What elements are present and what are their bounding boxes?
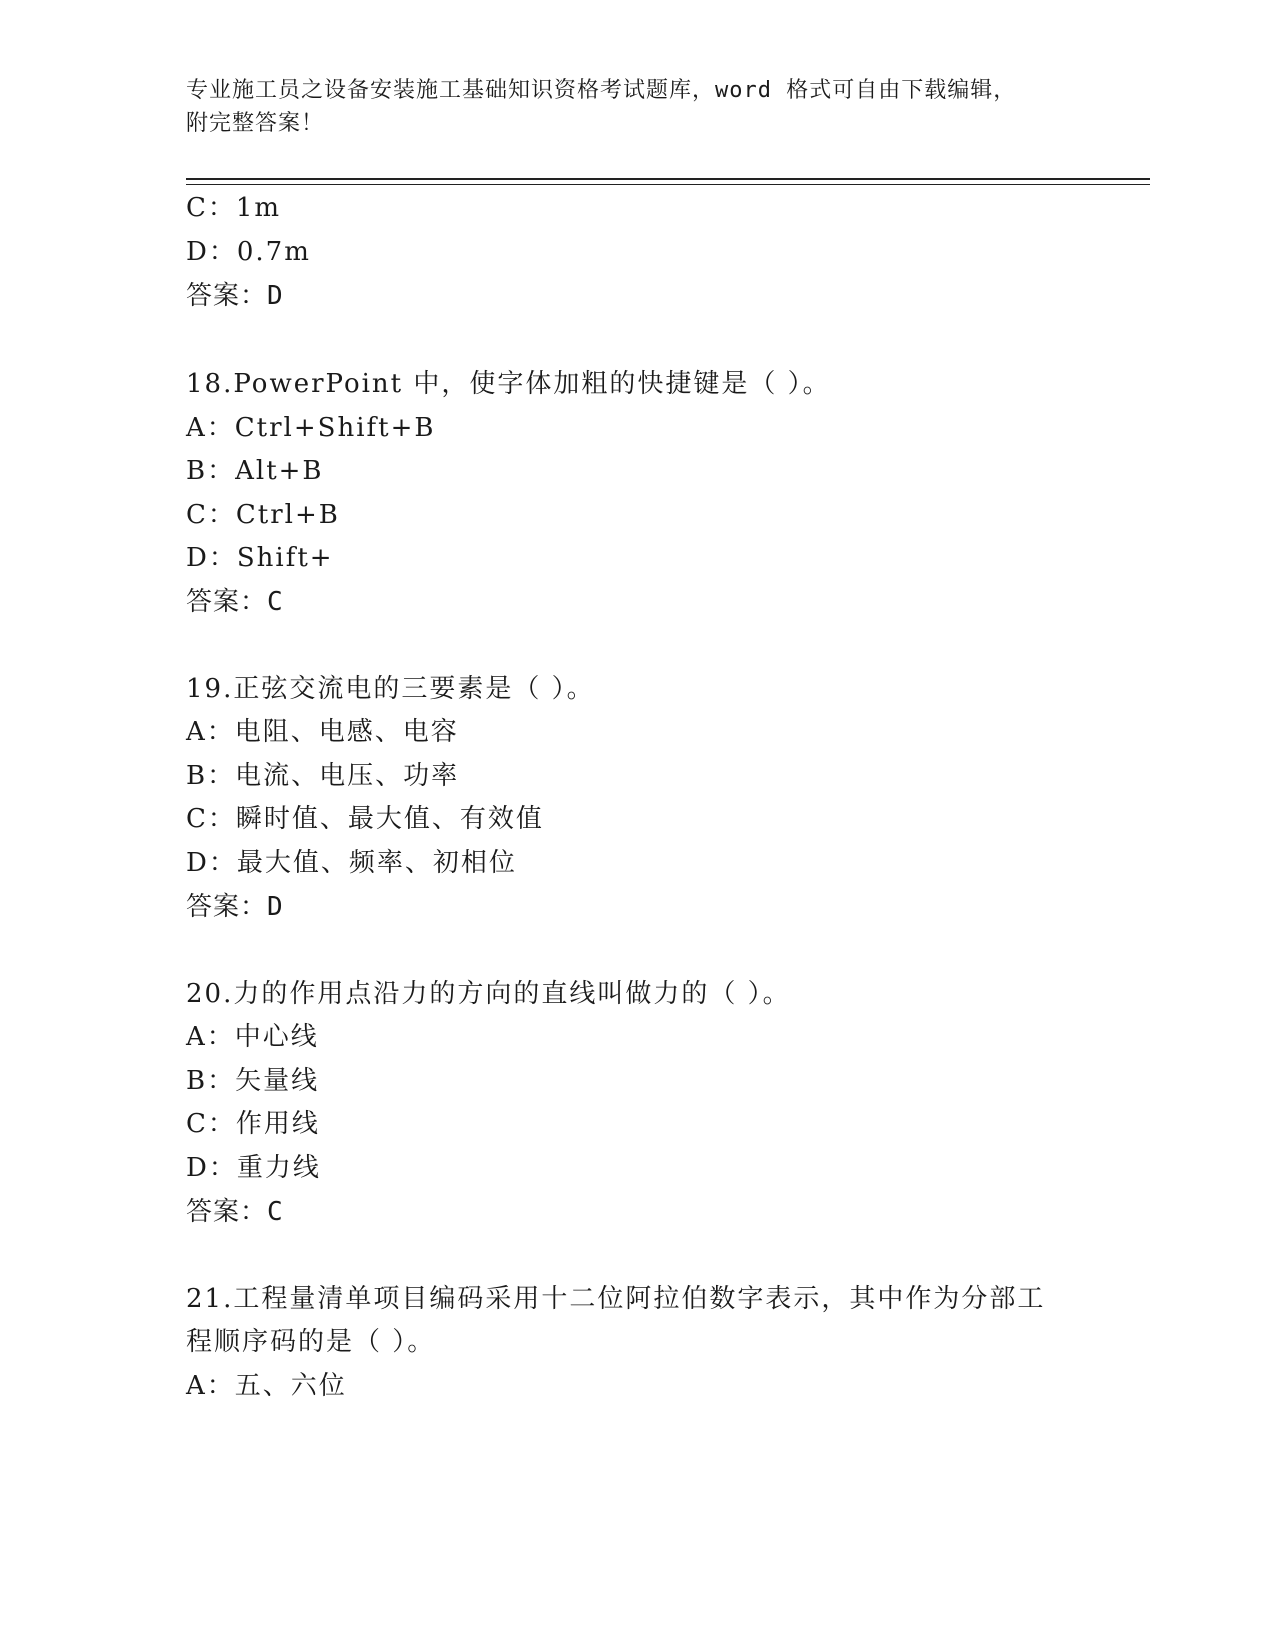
answer-line bbox=[186, 279, 284, 313]
header-line-1: 专业施工员之设备安装施工基础知识资格考试题库，word 格式可自由下载编辑， bbox=[186, 78, 1017, 103]
answer-line bbox=[186, 890, 284, 924]
option-b: B：Alt+B bbox=[186, 456, 324, 486]
header-divider-thick bbox=[186, 178, 1150, 180]
option-b: B：电流、电压、功率 bbox=[186, 761, 460, 791]
question-stem: 19.正弦交流电的三要素是（ ）。 bbox=[186, 674, 595, 704]
option-d: D：Shift+ bbox=[186, 543, 334, 573]
option-a: A：Ctrl+Shift+B bbox=[186, 413, 436, 443]
option-c: C：瞬时值、最大值、有效值 bbox=[186, 804, 544, 834]
answer-value: C bbox=[267, 587, 284, 617]
option-d: D：最大值、频率、初相位 bbox=[186, 848, 517, 878]
option-a: A：电阻、电感、电容 bbox=[186, 717, 459, 747]
option-c: C：1m bbox=[186, 193, 282, 223]
option-a: A：五、六位 bbox=[186, 1371, 347, 1401]
answer-value: D bbox=[267, 892, 284, 922]
answer-line bbox=[186, 585, 284, 619]
question-stem-line-2: 程顺序码的是（ ）。 bbox=[186, 1327, 436, 1357]
answer-label: 答案： bbox=[186, 281, 268, 311]
option-a: A：中心线 bbox=[186, 1022, 319, 1052]
option-d: D：重力线 bbox=[186, 1153, 321, 1183]
option-c: C：Ctrl+B bbox=[186, 500, 340, 530]
answer-value: C bbox=[267, 1197, 284, 1227]
option-b: B：矢量线 bbox=[186, 1066, 320, 1096]
option-c: C：作用线 bbox=[186, 1109, 320, 1139]
answer-label: 答案： bbox=[186, 587, 268, 617]
answer-value: D bbox=[267, 281, 284, 311]
header-divider-thin bbox=[186, 184, 1150, 185]
answer-label: 答案： bbox=[186, 892, 268, 922]
answer-line bbox=[186, 1195, 284, 1229]
answer-label: 答案： bbox=[186, 1197, 268, 1227]
document-header bbox=[186, 74, 1066, 140]
question-stem-line-1: 21.工程量清单项目编码采用十二位阿拉伯数字表示，其中作为分部工 bbox=[186, 1284, 1046, 1314]
question-stem: 20.力的作用点沿力的方向的直线叫做力的（ ）。 bbox=[186, 979, 791, 1009]
header-line-2: 附完整答案！ bbox=[186, 111, 325, 136]
option-d: D：0.7m bbox=[186, 237, 311, 267]
question-stem: 18.PowerPoint 中，使字体加粗的快捷键是（ ）。 bbox=[186, 369, 831, 399]
